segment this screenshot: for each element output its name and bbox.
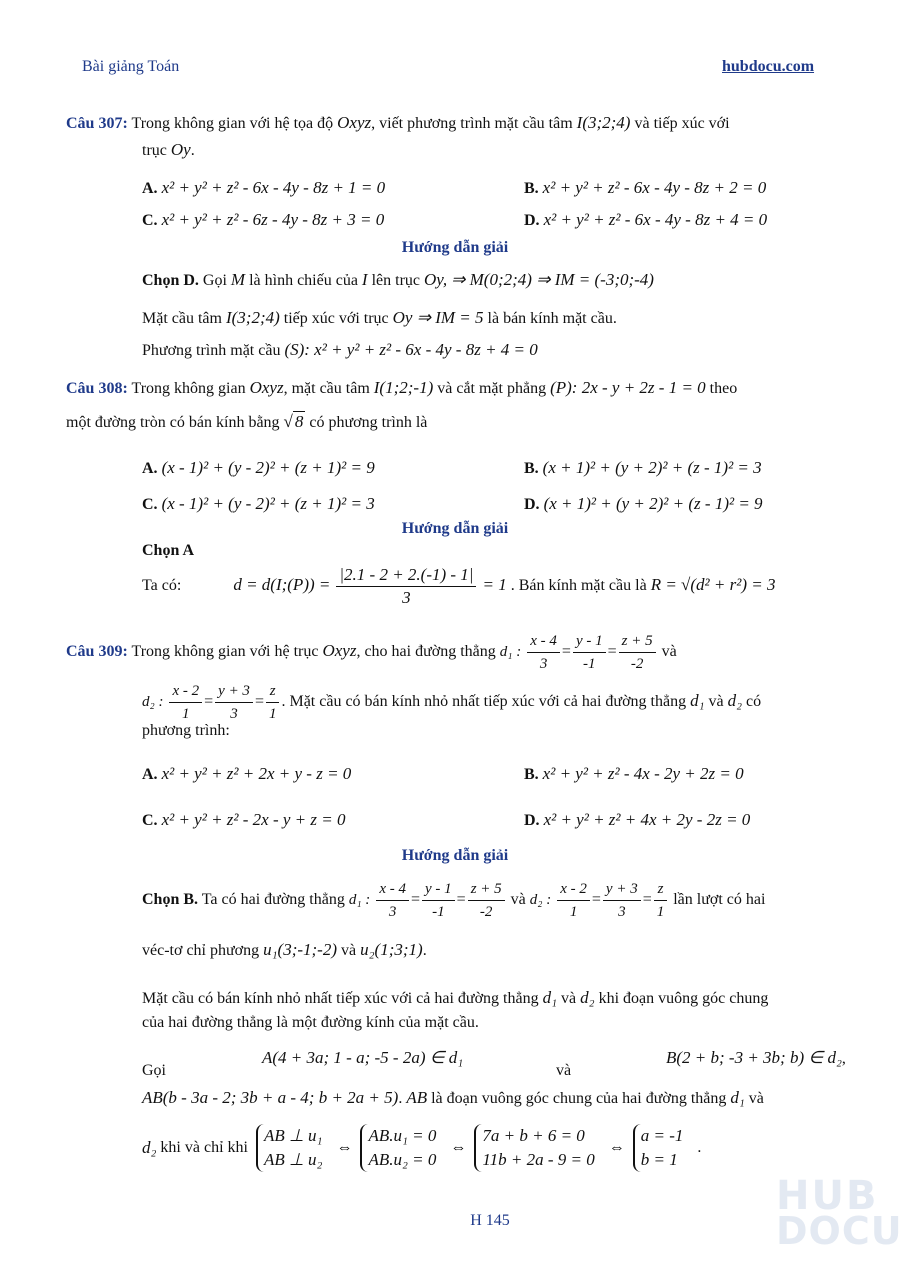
q307-text-d: trục	[142, 142, 167, 159]
q308-text-a: Trong không gian	[131, 380, 246, 397]
q309-sys1-b: AB ⊥ u₂	[263, 1150, 323, 1169]
q307-text-c: và tiếp xúc với	[634, 115, 730, 132]
q309-va-points: và	[556, 1062, 572, 1079]
q309-sys3-a: 7a + b + 6 = 0	[482, 1126, 585, 1145]
q307-sol1-oy: Oy,	[424, 270, 448, 289]
q309-option-c[interactable]	[142, 810, 345, 830]
q308-option-d[interactable]	[524, 494, 763, 514]
q307-option-b[interactable]	[524, 178, 766, 198]
q309-s1-d2-n1: x - 2	[557, 878, 590, 901]
q307-sol2-b: tiếp xúc với trục	[283, 310, 389, 327]
q309-va: và	[661, 643, 677, 661]
q309-solution-line6	[142, 1088, 764, 1108]
q309-vector-ab-dot: .	[398, 1090, 403, 1107]
q307-option-a-label: A.	[142, 180, 158, 197]
q309-point-b-wrap	[666, 1048, 846, 1068]
q309-s1-d1-frac2	[422, 878, 455, 923]
q307-option-d-text: x² + y² + z² - 6x - 4y - 8z + 4 = 0	[543, 210, 768, 229]
q309-option-d-text: x² + y² + z² + 4x + 2y - 2z = 0	[543, 810, 751, 829]
q309-option-a[interactable]	[142, 764, 351, 784]
q308-option-b-label: B.	[524, 460, 539, 477]
q308-plane: (P): 2x - y + 2z - 1 = 0	[550, 378, 706, 397]
q309-d2-d1: 1	[182, 706, 190, 722]
q309-d2-n2: y + 3	[215, 680, 253, 703]
q307-solution-line3	[142, 340, 538, 360]
q309-text-c: . Mặt cầu có bán kính nhỏ nhất tiếp xúc với cả hai đường thẳng	[281, 693, 687, 711]
q309-s6-d2: d₂	[142, 1138, 157, 1157]
q309-d1-frac1	[527, 630, 560, 675]
q309-system-4	[633, 1124, 690, 1172]
q309-u2: u₂(1;3;1)	[360, 940, 423, 959]
q307-option-c-text: x² + y² + z² - 6z - 4y - 8z + 3 = 0	[161, 210, 385, 229]
q309-s1-d2-d2: 3	[618, 904, 626, 920]
q308-option-c-text: (x - 1)² + (y - 2)² + (z + 1)² = 3	[161, 494, 375, 513]
q309-point-a: A(4 + 3a; 1 - a; -5 - 2a) ∈ d₁	[262, 1048, 464, 1067]
q307-sol2-a: Mặt cầu tâm	[142, 310, 222, 327]
q309-d2-frac3	[266, 680, 280, 725]
q307-option-b-label: B.	[524, 180, 539, 197]
q309-s1-d1-n1: x - 4	[376, 878, 409, 901]
q308-radius-math: R = √(d² + r²) = 3	[650, 575, 776, 595]
q308-distance-result: = 1	[482, 575, 507, 595]
q308-line1	[66, 378, 737, 398]
q309-oxyz: Oxyz	[322, 641, 357, 661]
q309-s1-d2-d1: 1	[569, 904, 578, 920]
q309-s1-d2-frac2	[603, 878, 641, 923]
q309-d1-d1: 3	[539, 656, 548, 672]
q309-d2-d3: 1	[268, 706, 277, 722]
q307-option-a[interactable]	[142, 178, 385, 198]
q309-d1-name: d₁ :	[499, 644, 522, 661]
q307-oy: Oy	[170, 140, 191, 159]
q309-s3-d1: d₁	[542, 988, 558, 1007]
q309-iff-3: ⇔	[608, 1139, 625, 1156]
q309-s1-a: Ta có hai đường thẳng	[201, 891, 345, 909]
q308-text-e: một đường tròn có bán kính bằng	[66, 414, 280, 431]
q307-sol1-math: ⇒ M(0;2;4) ⇒ IM = (-3;0;-4)	[451, 270, 654, 289]
q309-solution-system: d₂ khi và chỉ khi AB ⊥ u₁ AB ⊥ u₂ ⇔ AB.u₁ = 0 AB.u₂ = 0 ⇔ 7a + b + 6 = 0 11b + 2a - 9 = 0 ⇔ a = -1 b = 1 .	[142, 1124, 701, 1172]
q309-d1-n3: z + 5	[619, 630, 656, 653]
q308-line2: một đường tròn có bán kính bằng √ 8 có phương trình là	[66, 412, 428, 431]
q309-d2-n3: z	[266, 680, 280, 703]
q308-option-b[interactable]	[524, 458, 762, 478]
q309-iff-1: ⇔	[336, 1139, 353, 1156]
q309-line1: Câu 309: Trong không gian với hệ trục Oxyz, cho hai đường thẳng d₁ : $\frac{x - 4}{3}$ = $\frac{y - 1}{-1}$ = $\frac{z + 5}{-2}$ và	[66, 630, 677, 675]
q307-option-b-text: x² + y² + z² - 6x - 4y - 8z + 2 = 0	[542, 178, 767, 197]
q309-option-c-text: x² + y² + z² - 2x - y + z = 0	[161, 810, 346, 829]
q309-s5-text: là đoạn vuông góc chung của hai đường thẳng	[431, 1090, 727, 1107]
q309-solution-line2: véc-tơ chỉ phương u₁(3;-1;-2) và u₂(1;3;1).	[142, 940, 427, 959]
q309-s1-d2-frac3	[654, 878, 668, 923]
q309-option-c-label: C.	[142, 812, 158, 829]
q309-s1-d1-frac3	[468, 878, 505, 923]
q308-distance-den: 3	[402, 588, 411, 607]
q309-s3-b: khi đoạn vuông góc chung	[598, 990, 769, 1007]
q309-d1-d3: -2	[630, 656, 644, 672]
q309-answer: Chọn B.	[142, 891, 199, 909]
q309-s3-va: và	[561, 990, 577, 1007]
q309-solution-line1: Chọn B. Ta có hai đường thẳng d₁ : $\frac{x - 4}{3}$ = $\frac{y - 1}{-1}$ = $\frac{z + 5}{-2}$ và d₂ : $\frac{x - 2}{1}$ = $\frac{y + 3}{3}$ = $\frac{z}{1}$ lần lượt có hai	[142, 878, 765, 923]
q307-sol1-a: Gọi	[202, 272, 227, 289]
q309-d2-name: d₂ :	[142, 694, 164, 711]
q309-point-b: B(2 + b; -3 + 3b; b) ∈ d₂	[666, 1048, 842, 1067]
q308-option-c-label: C.	[142, 496, 158, 513]
q309-system-3	[474, 1124, 600, 1172]
q309-goi: Gọi	[142, 1062, 166, 1079]
q309-s5-d1: d₁	[730, 1088, 745, 1107]
q309-sys3-b: 11b + 2a - 9 = 0	[482, 1150, 595, 1169]
q309-sys4-a: a = -1	[640, 1126, 684, 1145]
q308-answer: Chọn A	[142, 542, 195, 559]
header-title: Bài giảng Toán	[82, 58, 180, 75]
q309-sys1-a: AB ⊥ u₁	[263, 1126, 323, 1145]
q309-s1-d1-d1: 3	[388, 904, 397, 920]
q309-s1-d2-d3: 1	[656, 904, 665, 920]
q309-d1-ref: d₁	[690, 691, 705, 711]
q309-s1-d1-n2: y - 1	[422, 878, 455, 901]
q309-s1-d1-frac1	[376, 878, 409, 923]
q308-radius: 8	[294, 412, 304, 431]
q308-guide-heading: Hướng dẫn giải	[401, 520, 509, 537]
q309-option-b-label: B.	[524, 766, 539, 783]
q307-option-d-label: D.	[524, 212, 540, 229]
q307-line2	[142, 140, 195, 160]
q309-option-b-text: x² + y² + z² - 4x - 2y + 2z = 0	[542, 764, 744, 783]
q309-ab-name: AB	[406, 1088, 428, 1107]
q308-option-a-text: (x - 1)² + (y - 2)² + (z + 1)² = 9	[161, 458, 375, 477]
q308-option-c[interactable]	[142, 494, 375, 514]
q309-option-a-label: A.	[142, 766, 158, 783]
q309-vector-ab: AB(b - 3a - 2; 3b + a - 4; b + 2a + 5)	[142, 1088, 399, 1107]
q308-number: Câu 308:	[66, 380, 128, 397]
q309-option-b[interactable]	[524, 764, 744, 784]
q307-sol1-b: là hình chiếu của	[249, 272, 358, 289]
q307-sol3-a: Phương trình mặt cầu	[142, 342, 281, 359]
q308-taco: Ta có:	[142, 577, 182, 595]
q307-solution-line1	[142, 270, 654, 290]
q308-text-c: và cắt mặt phẳng	[437, 380, 547, 397]
q307-sol2-c: là bán kính mặt cầu.	[487, 310, 617, 327]
q308-text-b: , mặt cầu tâm	[283, 380, 370, 397]
q309-line2: d₂ : $\frac{x - 2}{1}$ = $\frac{y + 3}{3}$ = $\frac{z}{1}$ . Mặt cầu có bán kính nhỏ nhất tiếp xúc với cả hai đường thẳng d₁ và d₂ có	[142, 680, 761, 725]
q309-sys2-a: AB.u₁ = 0	[368, 1126, 437, 1145]
q309-s2-va: và	[341, 942, 357, 959]
q309-iff-2: ⇔	[450, 1139, 467, 1156]
q307-option-a-text: x² + y² + z² - 6x - 4y - 8z + 1 = 0	[161, 178, 386, 197]
q309-d1-frac2	[573, 630, 606, 675]
q309-d2-d2: 3	[230, 706, 238, 722]
q307-text-b: , viết phương trình mặt cầu tâm	[371, 115, 573, 132]
q309-u1: u₁(3;-1;-2)	[263, 940, 338, 959]
q309-s1-d1-n3: z + 5	[468, 878, 505, 901]
q307-text: Trong không gian với hệ tọa độ	[131, 115, 334, 132]
q309-d1-frac3	[619, 630, 656, 675]
q309-s3-a: Mặt cầu có bán kính nhỏ nhất tiếp xúc với cả hai đường thẳng	[142, 990, 539, 1007]
q309-sys2-b: AB.u₂ = 0	[368, 1150, 437, 1169]
q309-sys4-b: b = 1	[640, 1150, 678, 1169]
q309-solution-line3	[142, 988, 768, 1008]
q308-distance-num: |2.1 - 2 + 2.(-1) - 1|	[336, 564, 476, 587]
q309-s1-b: lần lượt có hai	[673, 891, 766, 909]
q309-d1-d2: -1	[583, 656, 596, 672]
q309-s3-d2: d₂	[580, 988, 595, 1007]
q307-number: Câu 307:	[66, 115, 128, 132]
q309-d2-ref: d₂	[727, 691, 743, 711]
q308-solution	[142, 564, 775, 609]
q309-text-d: có	[746, 693, 762, 711]
q307-sol1-i: I	[361, 270, 368, 289]
q309-text-b: , cho hai đường thẳng	[356, 643, 496, 661]
q309-text-a: Trong không gian với hệ trục	[131, 643, 319, 661]
q309-s1-va: và	[510, 891, 526, 909]
q309-system-1	[256, 1124, 329, 1172]
page-number: H 145	[470, 1212, 510, 1229]
q307-sol1-c: lên trục	[371, 272, 421, 289]
q309-guide-heading: Hướng dẫn giải	[401, 847, 509, 864]
q308-option-b-text: (x + 1)² + (y + 2)² + (z - 1)² = 3	[542, 458, 762, 477]
q308-option-d-label: D.	[524, 496, 540, 513]
q309-s1-d2-frac1	[557, 878, 590, 923]
q309-d2-n1: x - 2	[169, 680, 202, 703]
q309-s2-a: véc-tơ chỉ phương	[142, 942, 260, 959]
q307-oxyz: Oxyz	[337, 113, 372, 132]
q308-text-f: có phương trình là	[309, 414, 428, 431]
q308-option-a-label: A.	[142, 460, 158, 477]
q308-distance-fraction	[336, 564, 476, 609]
q309-line3: phương trình:	[142, 722, 230, 739]
q309-option-d[interactable]	[524, 810, 750, 830]
q309-d1-n1: x - 4	[527, 630, 560, 653]
q309-s1-d2-n3: z	[654, 878, 668, 901]
q307-answer: Chọn D.	[142, 272, 199, 289]
q308-radius-text: . Bán kính mặt cầu là	[510, 577, 647, 595]
q309-solution-line4: của hai đường thẳng là một đường kính của mặt cầu.	[142, 1014, 479, 1031]
q309-s1-d2-n2: y + 3	[603, 878, 641, 901]
q309-s1-d2-name: d₂ :	[529, 892, 552, 909]
q307-guide-heading: Hướng dẫn giải	[401, 239, 509, 256]
logo-bottom-text: DOCU	[776, 1209, 903, 1253]
q307-sol2-center: I(3;2;4)	[225, 308, 280, 327]
q309-option-d-label: D.	[524, 812, 540, 829]
q309-s1-d1-name: d₁ :	[348, 892, 371, 909]
q309-s5-va: và	[748, 1090, 764, 1107]
q307-solution-line2	[142, 308, 617, 328]
q308-text-d: theo	[709, 380, 738, 397]
q308-option-a[interactable]	[142, 458, 375, 478]
q307-dot: .	[190, 142, 195, 159]
q309-va-2: và	[708, 693, 724, 711]
q308-oxyz: Oxyz	[249, 378, 284, 397]
q309-s6-text: khi và chỉ khi	[160, 1139, 248, 1156]
q309-number: Câu 309:	[66, 643, 128, 661]
q309-system-2	[360, 1124, 442, 1172]
hubdocu-logo	[776, 1173, 903, 1253]
q308-center: I(1;2;-1)	[373, 378, 434, 397]
q309-s1-d1-d3: -2	[479, 904, 493, 920]
q309-point-b-comma: ,	[841, 1050, 846, 1067]
q307-option-d[interactable]	[524, 210, 767, 230]
q307-line1	[66, 113, 730, 133]
q309-d2-frac1	[169, 680, 202, 725]
q307-sol3-math: (S): x² + y² + z² - 6x - 4y - 8z + 4 = 0	[284, 340, 538, 359]
q309-d1-n2: y - 1	[573, 630, 606, 653]
q309-s1-d1-d2: -1	[432, 904, 445, 920]
q307-option-c-label: C.	[142, 212, 158, 229]
site-link[interactable]: hubdocu.com	[722, 58, 815, 75]
logo-top-text: HUB	[776, 1173, 879, 1219]
q307-sol1-m: M	[230, 270, 246, 289]
q309-option-a-text: x² + y² + z² + 2x + y - z = 0	[161, 764, 352, 783]
q307-sol2-math: Oy ⇒ IM = 5	[392, 308, 484, 327]
q308-distance-lhs: d = d(I;(P)) =	[233, 575, 331, 595]
q307-center: I(3;2;4)	[576, 113, 631, 132]
q308-option-d-text: (x + 1)² + (y + 2)² + (z - 1)² = 9	[543, 494, 763, 513]
q309-d2-frac2	[215, 680, 253, 725]
q307-option-c[interactable]	[142, 210, 384, 230]
